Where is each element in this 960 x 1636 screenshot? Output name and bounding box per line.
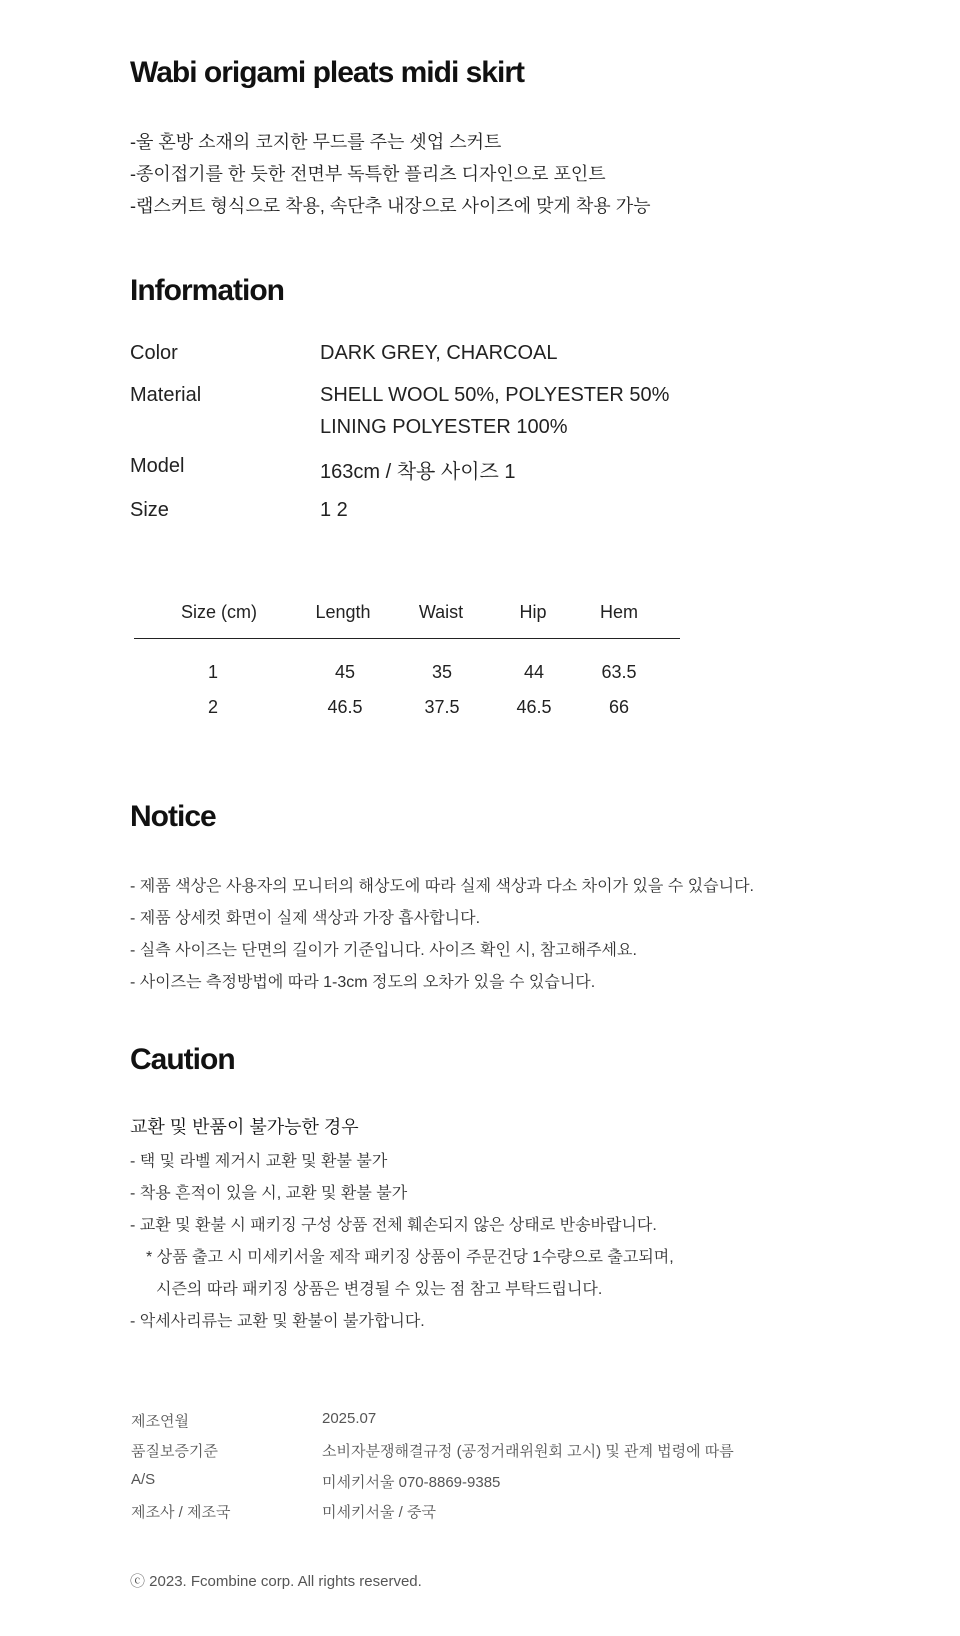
caution-item: - 악세사리류는 교환 및 환불이 불가합니다. bbox=[130, 1313, 425, 1330]
info-value-size: 1 2 bbox=[320, 499, 348, 521]
size-table-divider bbox=[134, 638, 680, 639]
meta-value-as: 미세키서울 070-8869-9385 bbox=[322, 1474, 501, 1491]
size-table-cell: 2 bbox=[207, 697, 218, 717]
meta-value-manufacturer: 미세키서울 / 중국 bbox=[322, 1504, 436, 1521]
size-table-header: Waist bbox=[418, 602, 464, 622]
size-table-header: Length bbox=[315, 602, 371, 622]
size-table-cell: 63.5 bbox=[601, 662, 637, 682]
meta-label-as: A/S bbox=[131, 1471, 156, 1488]
info-value-material-lining: LINING POLYESTER 100% bbox=[320, 416, 568, 438]
feature-line: -랩스커트 형식으로 착용, 속단추 내장으로 사이즈에 맞게 착용 가능 bbox=[130, 196, 651, 216]
size-table-cell: 45 bbox=[334, 662, 356, 682]
size-table-cell: 46.5 bbox=[327, 697, 363, 717]
caution-item: - 교환 및 환불 시 패키징 구성 상품 전체 훼손되지 않은 상태로 반송바랍니다. bbox=[130, 1217, 657, 1234]
information-heading: Information bbox=[130, 274, 284, 307]
notice-item: - 제품 색상은 사용자의 모니터의 해상도에 따라 실제 색상과 다소 차이가 있을 수 있습니다. bbox=[130, 878, 754, 895]
size-table-cell: 66 bbox=[608, 697, 630, 717]
info-label-color: Color bbox=[130, 342, 178, 364]
info-label-model: Model bbox=[130, 455, 185, 477]
size-table-header: Hip bbox=[519, 602, 547, 622]
meta-value-quality-standard: 소비자분쟁해결규정 (공정거래위원회 고시) 및 관계 법령에 따름 bbox=[322, 1443, 734, 1460]
info-value-model: 163cm / 착용 사이즈 1 bbox=[320, 461, 516, 483]
notice-item: - 제품 상세컷 화면이 실제 색상과 가장 흡사합니다. bbox=[130, 910, 481, 927]
product-title: Wabi origami pleats midi skirt bbox=[130, 56, 524, 89]
notice-item: - 실측 사이즈는 단면의 길이가 기준입니다. 사이즈 확인 시, 참고해주세요. bbox=[130, 942, 637, 959]
size-table-header: Size (cm) bbox=[181, 602, 257, 622]
size-table-cell: 46.5 bbox=[516, 697, 552, 717]
info-value-material-shell: SHELL WOOL 50%, POLYESTER 50% bbox=[320, 384, 670, 406]
size-table-cell: 44 bbox=[523, 662, 545, 682]
caution-item: - 착용 흔적이 있을 시, 교환 및 환불 불가 bbox=[130, 1185, 408, 1202]
caution-item: - 택 및 라벨 제거시 교환 및 환불 불가 bbox=[130, 1153, 388, 1170]
meta-value-manufacture-date: 2025.07 bbox=[322, 1410, 377, 1427]
notice-heading: Notice bbox=[130, 800, 216, 833]
size-table-cell: 37.5 bbox=[424, 697, 460, 717]
caution-subheading: 교환 및 반품이 불가능한 경우 bbox=[130, 1117, 359, 1137]
size-table-header: Hem bbox=[599, 602, 638, 622]
info-label-material: Material bbox=[130, 384, 202, 406]
feature-line: -울 혼방 소재의 코지한 무드를 주는 셋업 스커트 bbox=[130, 132, 502, 152]
caution-heading: Caution bbox=[130, 1043, 235, 1076]
meta-label-manufacture-date: 제조연월 bbox=[131, 1413, 189, 1430]
info-label-size: Size bbox=[130, 499, 169, 521]
size-table-cell: 35 bbox=[431, 662, 453, 682]
size-table-cell: 1 bbox=[207, 662, 218, 682]
copyright: ⓒ 2023. Fcombine corp. All rights reserved. bbox=[130, 1573, 422, 1590]
caution-note: 시즌의 따라 패키징 상품은 변경될 수 있는 점 참고 부탁드립니다. bbox=[156, 1281, 603, 1298]
notice-item: - 사이즈는 측정방법에 따라 1-3cm 정도의 오차가 있을 수 있습니다. bbox=[130, 974, 596, 991]
feature-line: -종이접기를 한 듯한 전면부 독특한 플리츠 디자인으로 포인트 bbox=[130, 164, 606, 184]
meta-label-manufacturer: 제조사 / 제조국 bbox=[131, 1504, 231, 1521]
info-value-color: DARK GREY, CHARCOAL bbox=[320, 342, 558, 364]
caution-note: * 상품 출고 시 미세키서울 제작 패키징 상품이 주문건당 1수량으로 출고되며, bbox=[146, 1249, 674, 1266]
meta-label-quality-standard: 품질보증기준 bbox=[131, 1443, 218, 1460]
